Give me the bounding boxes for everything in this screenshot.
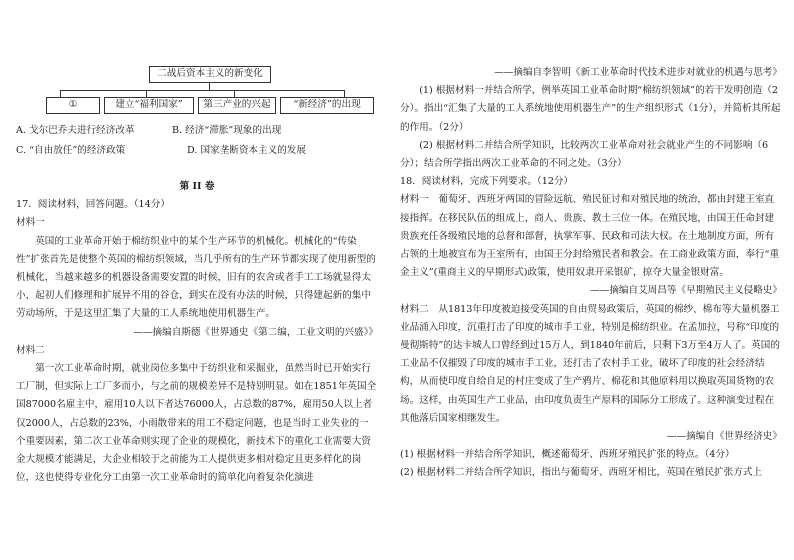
q18-material-1-source: ——摘编自艾周昌等《早期殖民主义侵略史》: [590, 285, 782, 297]
diagram-box-3: 第三产业的兴起: [198, 97, 276, 114]
question-17: 17．阅读材料，回答问题。（14分）: [16, 199, 170, 211]
q18-part-1: (1) 根据材料一并结合所学知识，概述葡萄牙、西班牙殖民扩张的特点。（4分）: [400, 449, 735, 461]
option-d: D. 国家垄断资本主义的发展: [187, 145, 306, 156]
q18-material-1-text: 葡萄牙、西班牙两国的冒险远航、殖民征讨和对殖民地的统治，都由封建王室直接指挥。在移民队伍的组成上，商人、贵族、教士三位一体。在殖民地，由国王任命封建贵族充任各级殖民地的总督和部督，执掌军事、民政和司法大权。在土地制度方面，所有占领的土地被宣布为王室所有，由国王分封给殖民者和教会。在工商业政策方面，奉行“重金主义”(重商主义的早期形式)政策，使用奴隶开采银矿，掠夺大量金银财富。: [400, 194, 780, 279]
diagram-connector-3: [234, 90, 235, 97]
diagram-connector-horizontal: [60, 90, 344, 91]
q17-part-1: (1) 根据材料一并结合所学，例举英国工业革命时期“棉纺织领域”的若干发明创造（2分）。指出“汇集了大量的工人系统地使用机器生产”的生产组织形式（1分），并简析其所起的作用。（2分）: [400, 85, 781, 133]
diagram-title-box: 二战后资本主义的新变化: [149, 66, 271, 83]
material-1-label: 材料一: [16, 217, 45, 229]
diagram-box-1: ①: [46, 97, 100, 114]
material-1-text: 英国的工业革命开始于棉纺织业中的某个生产环节的机械化。机械化的“传染性”扩张首先是使整个英国的棉纺织领域，当几乎所有的生产环节都实现了使用新型的机械化，当越来越多的机器设备需要安置的时候，旧有的农舍或者手工工场就显得太小，起初人们修理和扩展异不用的谷仓，到实在没有办法的时候，只得建起新的集中劳动场所，于是这里汇集了大量的工人系统地使用机器生产。: [16, 235, 376, 320]
diagram-connector-4: [344, 90, 345, 97]
option-a: A. 戈尔巴乔夫进行经济改革: [16, 125, 135, 136]
q18-part-2: (2) 根据材料二并结合所学知识，指出与葡萄牙、西班牙相比，英国在殖民扩张方式上: [400, 467, 763, 479]
right-column: [400, 64, 782, 483]
q18-material-2-source: ——摘编自《世界经济史》: [666, 431, 782, 443]
diagram-box-2: 建立“福利国家”: [104, 97, 194, 114]
option-c: C. “自由放任”的经济政策: [16, 145, 126, 156]
material-2-label: 材料二: [16, 344, 45, 356]
q18-material-2-text: 从1813年印度被迫接受英国的自由贸易政策后，英国的棉纱、棉布等大量机器工业品涌入印度，沉重打击了印度的城市手工业，特别是棉纺织业。在孟加拉，号称“印度的曼彻斯特”的达卡城人口曾经到过15万人，到1840年前后，只剩下3万至4万人了。英国的工业品不仅摧毁了印度的城市手工业，还打击了农村手工业，破坏了印度的社会经济结构，从而使印度自给自足的村庄变成了生产鸦片、棉花和其他原料用以换取英国货物的农场。这样，由英国生产工业品，由印度负责生产原料的国际分工形成了。这种演变过程在其他落后国家相继发生。: [400, 303, 780, 424]
section-title: 第 II 卷: [179, 181, 215, 192]
option-b: B. 经济“滞胀”现象的出现: [172, 125, 282, 136]
diagram-connector-2: [146, 90, 147, 97]
diagram-box-4: “新经济”的出现: [280, 97, 374, 114]
diagram-connector-1: [60, 90, 61, 97]
diagram: [46, 66, 361, 116]
material-2-text: 第一次工业革命时期，就业岗位多集中于纺织业和采掘业，虽然当时已开始实行工厂制，但实际上工厂多而小，与之前的规模差异不是特别明显。如在1851年英国全国87000名雇主中，雇用10人以下者达76000人，占总数的87%，雇用50人以上者仅2000人，占总数的23%，小雨散带来的用工不稳定问题，也是当时工业失业的一个重要因素，第二次工业革命则实现了企业的规模化，新技术下的重化工业需要大资金大规模才能满足，大企业相较于之前能为工人提供更多相对稳定且更多样化的岗位，这也使得专业化分工由第一次工业革命时的简单化向着复杂化演进: [16, 363, 377, 484]
left-column: [16, 178, 378, 487]
q18-material-2-label: 材料二: [400, 303, 429, 315]
material-1-source: ——摘编自斯德《世界通史《第二编，工业文明的兴盛》》: [133, 326, 378, 338]
q17-part-2: (2) 根据材料二并结合所学知识，比较两次工业革命对社会就业产生的不同影响（6分）；结合所学指出两次工业革命的不同之处。（3分）: [400, 139, 769, 170]
question-18: 18．阅读材料，完成下列要求。（12分）: [400, 176, 574, 188]
material-2-source: ——摘编自李智明《新工业革命时代技术进步对就业的机遇与思考》: [494, 67, 782, 78]
q18-material-1-label: 材料一: [400, 194, 429, 206]
diagram-connector-vertical: [209, 82, 210, 90]
